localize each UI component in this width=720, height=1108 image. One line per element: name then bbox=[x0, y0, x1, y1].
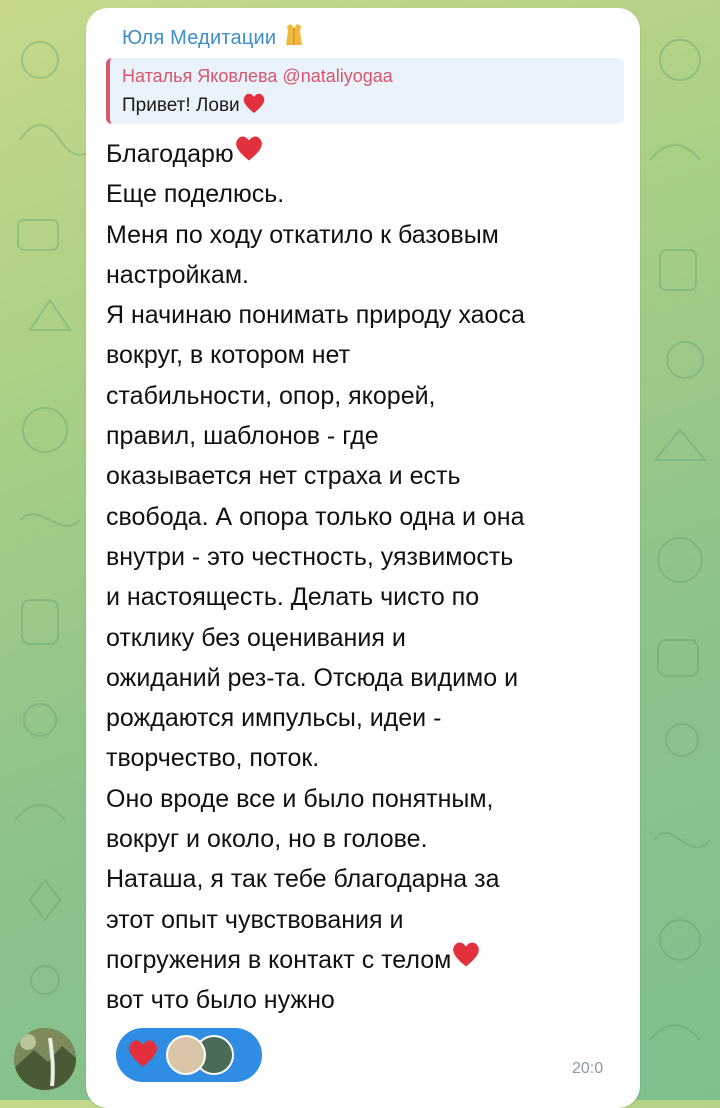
message-line-text: творчество, поток. bbox=[106, 744, 320, 773]
message-line bbox=[106, 497, 626, 537]
message-line bbox=[106, 859, 626, 899]
message-line-text: вокруг и около, но в голове. bbox=[106, 825, 428, 854]
reactor-avatar bbox=[166, 1035, 206, 1075]
heart-icon bbox=[451, 940, 481, 980]
message-line-text: Оно вроде все и было понятным, bbox=[106, 784, 494, 813]
message-line bbox=[106, 215, 626, 255]
message-line bbox=[106, 900, 626, 940]
message-line bbox=[106, 618, 626, 658]
message-line bbox=[106, 698, 626, 738]
message-time: 20:0 bbox=[572, 1060, 604, 1077]
message-line-text: Я начинаю понимать природу хаоса bbox=[106, 301, 525, 330]
reaction-chip[interactable] bbox=[116, 1028, 262, 1082]
message-line-text: внутри - это честность, уязвимость bbox=[106, 542, 514, 571]
message-line-text: Еще поделюсь. bbox=[106, 180, 285, 209]
sender-name-label: Юля Медитации bbox=[122, 26, 277, 49]
message-line-text: вот что было нужно bbox=[106, 986, 335, 1015]
message-line bbox=[106, 658, 626, 698]
message-line-text: правил, шаблонов - где bbox=[106, 422, 379, 451]
message-line bbox=[106, 255, 626, 295]
message-line bbox=[106, 376, 626, 416]
message-line bbox=[106, 738, 626, 778]
message-line-text: погружения в контакт с телом bbox=[106, 945, 452, 974]
heart-icon bbox=[126, 1038, 160, 1073]
message-line-text: ожиданий рез-та. Отсюда видимо и bbox=[106, 663, 519, 692]
message-line-text: оказывается нет страха и есть bbox=[106, 462, 461, 491]
message-line bbox=[106, 819, 626, 859]
message-text bbox=[106, 134, 626, 1021]
message-line bbox=[106, 134, 626, 174]
message-line bbox=[106, 456, 626, 496]
message-line bbox=[106, 980, 626, 1020]
message-line bbox=[106, 174, 626, 214]
message-line bbox=[106, 940, 626, 980]
message-line bbox=[106, 416, 626, 456]
message-line-text: Благодарю bbox=[106, 140, 234, 168]
message-line-text: и настоящесть. Делать чисто по bbox=[106, 583, 480, 612]
heart-icon bbox=[234, 134, 264, 174]
message-line bbox=[106, 295, 626, 335]
reply-author: Наталья Яковлева @nataliyogaa bbox=[122, 66, 393, 86]
message-line-text: вокруг, в котором нет bbox=[106, 341, 351, 370]
avatar[interactable] bbox=[14, 1028, 76, 1090]
message-line bbox=[106, 537, 626, 577]
message-line bbox=[106, 335, 626, 375]
message-line bbox=[106, 577, 626, 617]
message-line-text: свобода. А опора только одна и она bbox=[106, 502, 525, 531]
message-line-text: этот опыт чувствования и bbox=[106, 905, 404, 934]
heart-icon bbox=[242, 92, 266, 120]
vest-emoji-icon bbox=[282, 22, 306, 54]
message-line-text: отклику без оценивания и bbox=[106, 623, 406, 652]
reply-text-row bbox=[122, 92, 266, 120]
message-line-text: стабильности, опор, якорей, bbox=[106, 381, 436, 410]
sender-name[interactable] bbox=[122, 22, 306, 54]
message-line-text: настройкам. bbox=[106, 260, 249, 289]
message-line bbox=[106, 779, 626, 819]
message-line-text: рождаются импульсы, идеи - bbox=[106, 704, 442, 733]
message-line-text: Наташа, я так тебе благодарна за bbox=[106, 865, 500, 894]
message-line-text: Меня по ходу откатило к базовым bbox=[106, 220, 499, 249]
reply-text: Привет! Лови bbox=[122, 95, 240, 116]
